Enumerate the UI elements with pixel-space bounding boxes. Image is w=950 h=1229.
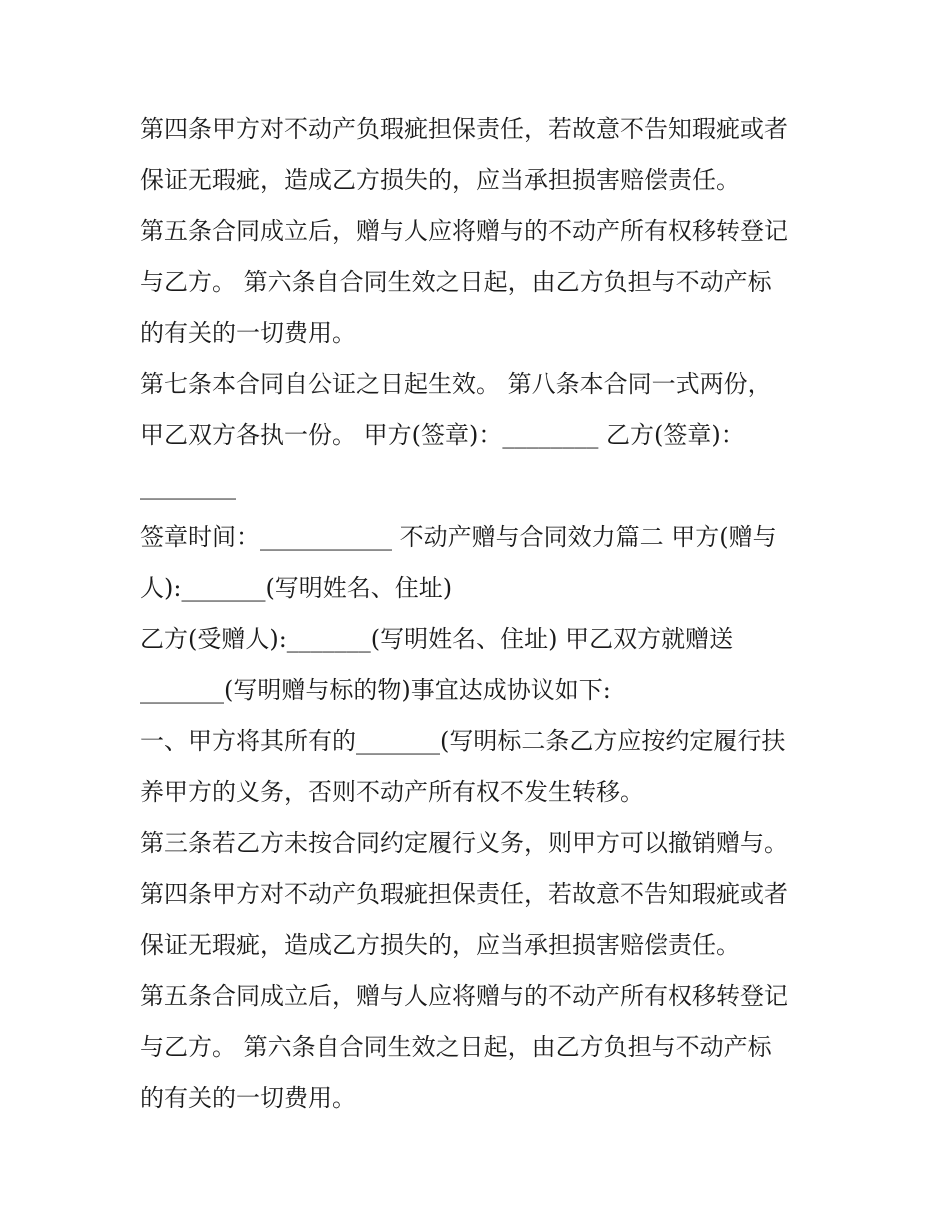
text-line: 甲乙双方各执一份。 甲方(签章)：________ 乙方(签章)： xyxy=(140,421,745,449)
text-line: 保证无瑕疵，造成乙方损失的，应当承担损害赔偿责任。 xyxy=(140,931,740,959)
text-line: _______(写明赠与标的物)事宜达成协议如下: xyxy=(140,676,611,704)
text-line: 第五条合同成立后，赠与人应将赠与的不动产所有权移转登记 xyxy=(140,217,788,245)
text-line: 人):_______(写明姓名、住址) xyxy=(140,574,453,602)
text-line: ________ xyxy=(140,472,236,500)
text-line: 的有关的一切费用。 xyxy=(140,319,356,347)
text-line: 第三条若乙方未按合同约定履行义务，则甲方可以撤销赠与。 xyxy=(140,829,788,857)
text-line: 第四条甲方对不动产负瑕疵担保责任，若故意不告知瑕疵或者 xyxy=(140,115,788,143)
text-line: 保证无瑕疵，造成乙方损失的，应当承担损害赔偿责任。 xyxy=(140,166,740,194)
text-line: 与乙方。 第六条自合同生效之日起，由乙方负担与不动产标 xyxy=(140,268,772,296)
text-line: 第五条合同成立后，赠与人应将赠与的不动产所有权移转登记 xyxy=(140,982,788,1010)
text-line: 的有关的一切费用。 xyxy=(140,1084,356,1112)
text-line: 一、甲方将其所有的_______(写明标二条乙方应按约定履行扶 xyxy=(140,727,786,755)
text-line: 第四条甲方对不动产负瑕疵担保责任，若故意不告知瑕疵或者 xyxy=(140,880,788,908)
text-line: 养甲方的义务，否则不动产所有权不发生转移。 xyxy=(140,778,644,806)
text-line: 签章时间：___________ 不动产赠与合同效力篇二 甲方(赠与 xyxy=(140,523,777,551)
text-line: 第七条本合同自公证之日起生效。 第八条本合同一式两份， xyxy=(140,370,772,398)
document-body xyxy=(140,104,820,1124)
text-line: 与乙方。 第六条自合同生效之日起，由乙方负担与不动产标 xyxy=(140,1033,772,1061)
text-line: 乙方(受赠人):_______(写明姓名、住址) 甲乙双方就赠送 xyxy=(140,625,734,653)
